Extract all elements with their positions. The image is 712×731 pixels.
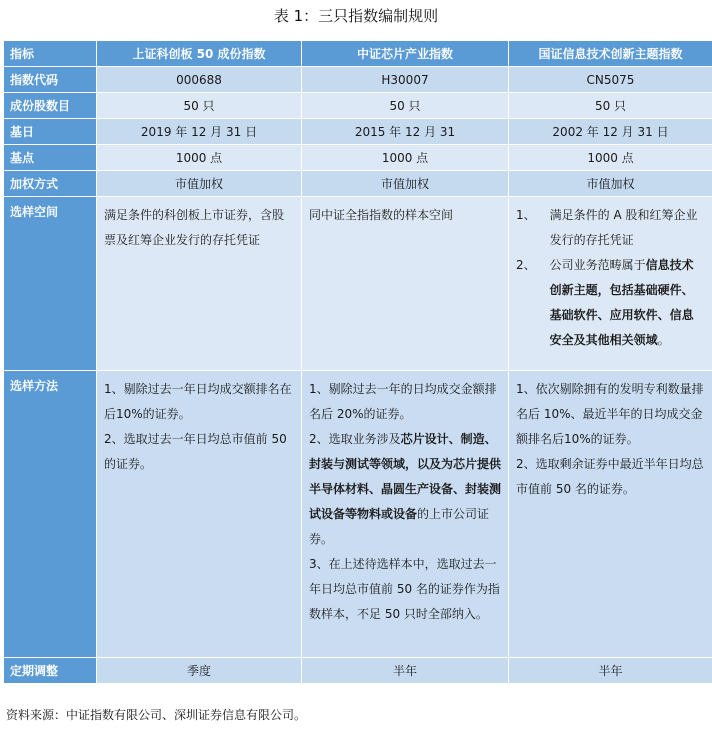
cell-text: 3、在上述待选样本中，选取过去一年日均总市值前 50 名的证券作为指数样本，不足 50 只时全部纳入。 (309, 557, 500, 621)
cell-code-2: H30007 (302, 67, 509, 93)
table-row-base-date (4, 119, 712, 145)
text-run: 2、选取业务涉及 (309, 432, 401, 446)
cell-adjust-1: 季度 (97, 658, 302, 684)
row-label: 定期调整 (4, 658, 97, 684)
table-row-weighting (4, 171, 712, 197)
bold-text: 芯片设计、制造、封装与测试等领域，以及为芯片提供半导体材料、晶圆生产设备、封装测试设备等物料或设备 (309, 432, 502, 521)
cell-count-1: 50 只 (97, 93, 302, 119)
text-run: 的上市公司证券。 (309, 507, 490, 546)
list-item (516, 203, 705, 253)
cell-text: 1、依次剔除拥有的发明专利数量排名后 10%、最近半年的日均成交金额排名后10%的证券。 (516, 382, 704, 446)
cell-adjust-2: 半年 (302, 658, 509, 684)
list-number: 1、 (516, 208, 536, 222)
cell-method-3 (509, 371, 712, 658)
cell-weighting-1: 市值加权 (97, 171, 302, 197)
index-rules-table (3, 40, 712, 684)
cell-code-3: CN5075 (509, 67, 712, 93)
cell-base-date-2: 2015 年 12 月 31 (302, 119, 509, 145)
header-col2: 中证芯片产业指数 (302, 41, 509, 67)
list-text: 满足条件的 A 股和红筹企业发行的存托凭证 (549, 208, 698, 247)
table-row-adjust (4, 658, 712, 684)
list-text (550, 253, 705, 353)
table-header-row (4, 41, 712, 67)
source-note: 资料来源：中证指数有限公司、深圳证券信息有限公司。 (6, 708, 307, 722)
cell-text: 2、选取剩余证券中最近半年日均总市值前 50 名的证券。 (516, 457, 704, 496)
list-number: 2、 (516, 258, 536, 272)
cell-base-point-2: 1000 点 (302, 145, 509, 171)
table-title: 表 1：三只指数编制规则 (273, 7, 439, 25)
cell-text: 同中证全指指数的样本空间 (309, 208, 454, 222)
text-run: 。 (657, 333, 670, 347)
row-label: 成份股数目 (4, 93, 97, 119)
row-label: 基日 (4, 119, 97, 145)
cell-text: 2、选取过去一年日均总市值前 50 的证券。 (104, 432, 287, 471)
cell-adjust-3: 半年 (509, 658, 712, 684)
header-label: 指标 (4, 41, 97, 67)
table-row-space (4, 197, 712, 371)
cell-text: 1、剔除过去一年日均成交额排名在后10%的证券。 (104, 382, 292, 421)
cell-text (309, 427, 501, 552)
cell-method-1 (97, 371, 302, 658)
cell-code-1: 000688 (97, 67, 302, 93)
text-run: 公司业务范畴属于 (549, 258, 646, 272)
row-label: 指数代码 (4, 67, 97, 93)
row-label: 选样方法 (4, 371, 97, 658)
cell-count-3: 50 只 (509, 93, 712, 119)
cell-space-1 (97, 197, 302, 371)
row-label: 选样空间 (4, 197, 97, 371)
table-row-code (4, 67, 712, 93)
cell-space-2 (302, 197, 509, 371)
row-label: 加权方式 (4, 171, 97, 197)
cell-base-point-1: 1000 点 (97, 145, 302, 171)
cell-count-2: 50 只 (302, 93, 509, 119)
list-item (516, 253, 705, 353)
cell-weighting-2: 市值加权 (302, 171, 509, 197)
cell-text: 1、剔除过去一年的日均成交金额排名后 20%的证券。 (309, 382, 497, 421)
bold-text: 信息技术创新主题，包括基础硬件、基础软件、应用软件、信息安全及其他相关领域 (549, 258, 694, 347)
table-row-method (4, 371, 712, 658)
cell-space-3 (509, 197, 712, 371)
table-row-count (4, 93, 712, 119)
cell-base-date-3: 2002 年 12 月 31 日 (509, 119, 712, 145)
cell-base-date-1: 2019 年 12 月 31 日 (97, 119, 302, 145)
cell-method-2 (302, 371, 509, 658)
table-row-base-point (4, 145, 712, 171)
header-col3: 国证信息技术创新主题指数 (509, 41, 712, 67)
row-label: 基点 (4, 145, 97, 171)
cell-text: 满足条件的科创板上市证券，含股票及红筹企业发行的存托凭证 (104, 208, 285, 247)
cell-base-point-3: 1000 点 (509, 145, 712, 171)
cell-weighting-3: 市值加权 (509, 171, 712, 197)
header-col1: 上证科创板 50 成份指数 (97, 41, 302, 67)
